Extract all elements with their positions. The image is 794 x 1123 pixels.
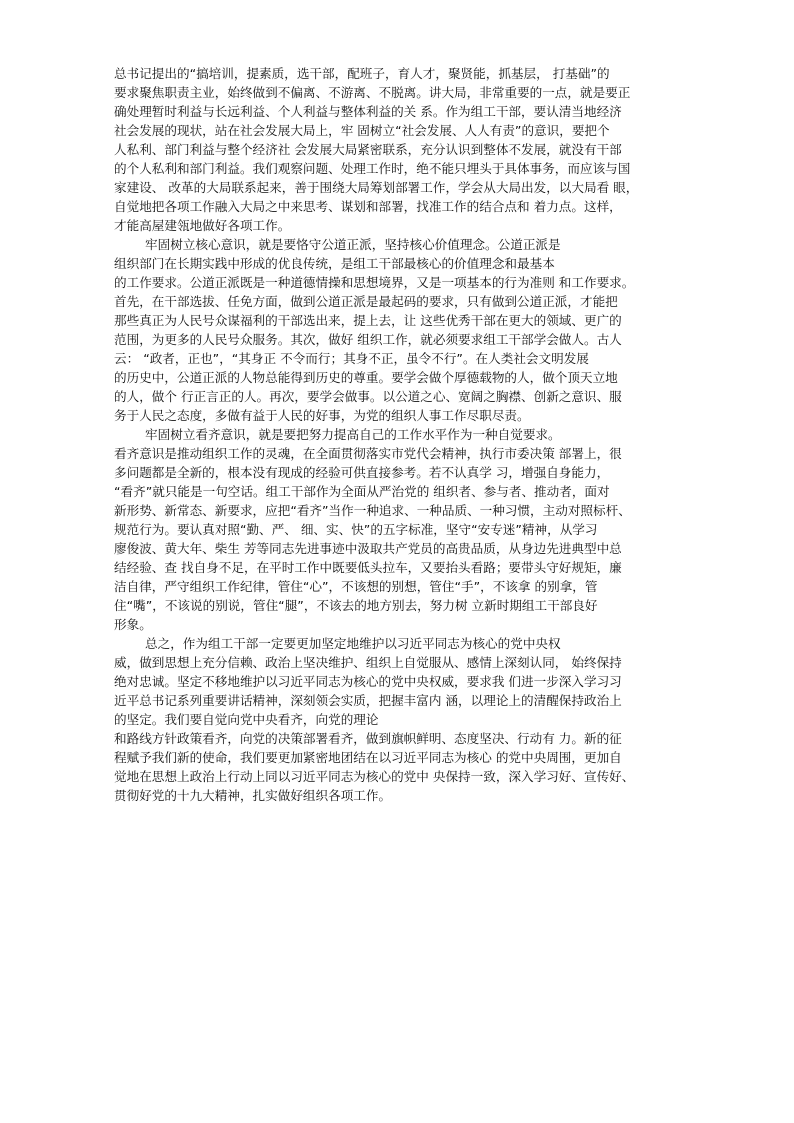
text-line: 的人，做个 行正言正的人。再次，要学会做事。以公道之心、宽阔之胸襟、创新之意识、服 [114, 389, 622, 404]
text-line: 绝对忠诚。坚定不移地维护以习近平同志为核心的党中央权威，要求我 们进一步深入学习习 [114, 674, 622, 689]
text-line: 形象。 [114, 617, 152, 632]
text-line: 廖俊波、黄大年、柴生 芳等同志先进事迹中汲取共产党员的高贵品质，从身边先进典型中总 [114, 541, 622, 556]
text-line: 的坚定。我们要自觉向党中央看齐，向党的理论 [114, 712, 379, 727]
text-line: 那些真正为人民号众谋福利的干部选出来，提上去，让 这些优秀干部在更大的领域、更广的 [114, 313, 622, 328]
text-line: 结经验、查 找自身不足，在平时工作中既要低头拉车，又要抬头看路；要带头守好规矩，廉 [114, 560, 622, 575]
text-line: 威，做到思想上充分信赖、政治上坚决维护、组织上自觉服从、感情上深刻认同， 始终保持 [114, 655, 622, 670]
text-line: 的工作要求。公道正派既是一种道德情操和思想境界，又是一项基本的行为准则 和工作要求。 [114, 275, 635, 290]
text-line: 洁自律，严守组织工作纪律，管住“心”，不该想的别想，管住“手”，不该拿 的别拿，管 [114, 579, 598, 594]
text-line: 多问题都是全新的，根本没有现成的经验可供直接参考。若不认真学 习，增强自身能力， [114, 465, 610, 480]
text-line: 贯彻好党的十九大精神，扎实做好组织各项工作。 [114, 788, 392, 803]
text-line: 和路线方针政策看齐，向党的决策部署看齐，做到旗帜鲜明、态度坚决、行动有 力。新的征 [114, 731, 622, 746]
text-line: 确处理暂时利益与长远利益、个人利益与整体利益的关 系。作为组工干部，要认清当地经济 [114, 104, 622, 119]
text-line: 觉地在思想上政治上行动上同以习近平同志为核心的党中 央保持一致，深入学习好、宣传好、 [114, 769, 635, 784]
text-line: 住“嘴”，不该说的别说，管住“腿”，不该去的地方别去，努力树 立新时期组工干部良好 [114, 598, 598, 613]
text-line: 自觉地把各项工作融入大局之中来思考、谋划和部署，找准工作的结合点和 着力点。这样， [114, 199, 622, 214]
text-line: 的历史中，公道正派的人物总能得到历史的尊重。要学会做个厚德载物的人，做个顶天立地 [114, 370, 618, 385]
text-line: 云： “政者，正也”，“其身正 不令而行；其身不正，虽令不行”。在人类社会文明发展 [114, 351, 589, 366]
paragraph-first-line: 总之，作为组工干部一定要更加坚定地维护以习近平同志为核心的党中央权 [145, 636, 561, 651]
text-line: 近平总书记系列重要讲话精神，深刻领会实质，把握丰富内 涵，以理论上的清醒保持政治上 [114, 693, 622, 708]
text-line: 范围，为更多的人民号众服务。其次，做好 组织工作，就必须要求组工干部学会做人。古人 [114, 332, 622, 347]
paragraph-first-line: 牢固树立看齐意识，就是要把努力提高自己的工作水平作为一种自觉要求。 [145, 427, 561, 442]
text-line: 社会发展的现状，站在社会发展大局上，牢 固树立“社会发展、人人有责”的意识，要把个 [114, 123, 610, 138]
text-line: 要求聚焦职责主业，始终做到不偏离、不游离、不脱离。讲大局，非常重要的一点，就是要正 [114, 85, 631, 100]
text-line: 务于人民之态度，多做有益于人民的好事，为党的组织人事工作尽职尽责。 [114, 408, 530, 423]
text-line: 家建设、 改革的大局联系起来，善于围绕大局筹划部署工作，学会从大局出发，以大局看 眼， [114, 180, 639, 195]
document-body [114, 64, 686, 805]
text-line: 总书记提出的“搞培训，提素质，选干部，配班子，育人才，聚贤能，抓基层， 打基础”的 [114, 66, 610, 81]
text-line: 首先，在干部选拔、任免方面，做到公道正派是最起码的要求，只有做到公道正派，才能把 [114, 294, 618, 309]
paragraph-first-line: 牢固树立核心意识，就是要恪守公道正派，坚持核心价值理念。公道正派是 [145, 237, 561, 252]
text-line: 看齐意识是推动组织工作的灵魂，在全面贯彻落实市党代会精神，执行市委决策 部署上，很 [114, 446, 622, 461]
text-line: 人私利、部门利益与整个经济社 会发展大局紧密联系，充分认识到整体不发展，就没有干部 [114, 142, 622, 157]
text-line: 程赋予我们新的使命，我们要更加紧密地团结在以习近平同志为核心 的党中央周围，更加自 [114, 750, 622, 765]
text-line: “看齐”就只能是一句空话。组工干部作为全面从严治党的 组织者、参与者、推动者，面对 [114, 484, 610, 499]
text-line: 的个人私利和部门利益。我们观察问题、处理工作时，绝不能只埋头于具体事务，而应该与国 [114, 161, 631, 176]
text-line: 规范行为。要认真对照“勤、严、 细、实、快”的五字标准，坚守“安专迷”精神，从学习 [114, 522, 598, 537]
text-line: 新形势、新常态、新要求，应把“看齐”当作一种追求、一种品质、一种习惯，主动对照标杆、 [114, 503, 631, 518]
text-line: 组织部门在长期实践中形成的优良传统，是组工干部最核心的价值理念和最基本 [114, 256, 555, 271]
text-line: 才能高屋建瓴地做好各项工作。 [114, 218, 291, 233]
